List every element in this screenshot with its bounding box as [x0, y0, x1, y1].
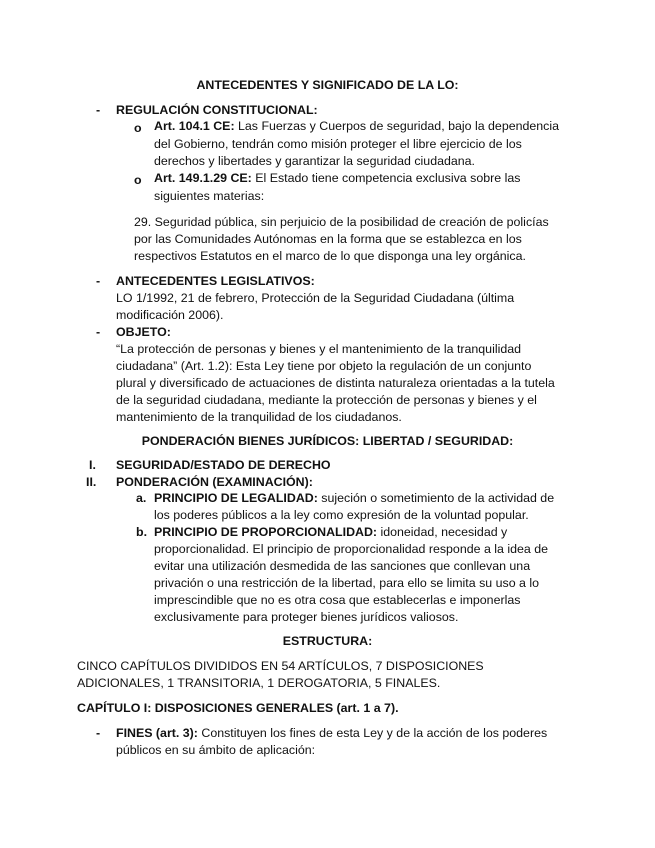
section-title-antecedentes: ANTECEDENTES Y SIGNIFICADO DE LA LO:	[196, 78, 459, 92]
letter-marker: b.	[136, 525, 148, 539]
item29-line: respectivos Estatutos en el marco de lo que disponga una ley orgánica.	[134, 249, 526, 263]
proporcionalidad-line: privación o una restricción de la libertad, para ello se limita su uso a lo	[154, 576, 539, 590]
proporcionalidad-line: evitar una utilización desmedida de las sanciones que conllevan una	[154, 559, 531, 573]
antecedentes-heading: ANTECEDENTES LEGISLATIVOS:	[116, 274, 315, 288]
section-title-estructura: ESTRUCTURA:	[282, 634, 373, 648]
section-title-ponderacion: PONDERACIÓN BIENES JURÍDICOS: LIBERTAD / SEGURIDAD:	[141, 434, 514, 448]
estructura-line: ADICIONALES, 1 TRANSITORIA, 1 DEROGATORIA, 5 FINALES.	[77, 676, 441, 690]
circle-bullet: o	[134, 121, 142, 135]
letter-marker: a.	[136, 491, 147, 505]
circle-bullet: o	[134, 173, 142, 187]
item29-line: por las Comunidades Autónomas en la forma que se establezca en los	[134, 232, 522, 246]
legalidad-line: los poderes públicos a la ley como expresión de la voluntad popular.	[154, 508, 529, 522]
proporcionalidad-line: imprescindible que no es otra cosa que establecerlas e imponerlas	[154, 593, 521, 607]
roman-marker: II.	[86, 475, 97, 489]
objeto-heading: OBJETO:	[116, 325, 171, 339]
capitulo-i-heading: CAPÍTULO I: DISPOSICIONES GENERALES (art. 1 a 7).	[77, 701, 399, 715]
art104-line: Art. 104.1 CE: Las Fuerzas y Cuerpos de seguridad, bajo la dependencia	[154, 119, 560, 133]
proporcionalidad-line: proporcionalidad. El principio de proporcionalidad responde a la idea de	[154, 542, 549, 556]
dash-bullet: -	[96, 325, 101, 339]
objeto-line: “La protección de personas y bienes y el mantenimiento de la tranquilidad	[116, 342, 522, 356]
roman-marker: I.	[89, 458, 96, 472]
objeto-line: de la seguridad ciudadana, mediante la protección de personas y bienes y el	[116, 393, 537, 407]
art149-line: Art. 149.1.29 CE: El Estado tiene competencia exclusiva sobre las	[154, 171, 521, 185]
legalidad-line: PRINCIPIO DE LEGALIDAD: sujeción o sometimiento de la actividad de	[154, 491, 555, 505]
dash-bullet: -	[96, 726, 101, 740]
fines-line: FINES (art. 3): Constituyen los fines de esta Ley y de la acción de los poderes	[116, 726, 548, 740]
antecedentes-line: modificación 2006).	[116, 308, 224, 322]
seguridad-heading: SEGURIDAD/ESTADO DE DERECHO	[116, 458, 331, 472]
regulacion-heading: REGULACIÓN CONSTITUCIONAL:	[116, 103, 318, 117]
item29-line: 29. Seguridad pública, sin perjuicio de la posibilidad de creación de policías	[134, 215, 549, 229]
proporcionalidad-line: exclusivamente para proteger bienes jurídicos valiosos.	[154, 610, 459, 624]
dash-bullet: -	[96, 103, 101, 117]
art149-line: siguientes materias:	[154, 189, 265, 203]
ponderacion-heading: PONDERACIÓN (EXAMINACIÓN):	[116, 475, 313, 489]
objeto-line: plural y diversificado de actuaciones de distinta naturaleza orientadas a la tutela	[116, 376, 555, 390]
antecedentes-line: LO 1/1992, 21 de febrero, Protección de la Seguridad Ciudadana (última	[116, 291, 515, 305]
dash-bullet: -	[96, 274, 101, 288]
estructura-line: CINCO CAPÍTULOS DIVIDIDOS EN 54 ARTÍCULOS, 7 DISPOSICIONES	[77, 659, 484, 673]
proporcionalidad-line: PRINCIPIO DE PROPORCIONALIDAD: idoneidad, necesidad y	[154, 525, 508, 539]
objeto-line: mantenimiento de la tranquilidad de los ciudadanos.	[116, 410, 402, 424]
objeto-line: ciudadana” (Art. 1.2): Esta Ley tiene por objeto la regulación de un conjunto	[116, 359, 532, 373]
fines-line: públicos en su ámbito de aplicación:	[116, 743, 316, 757]
art104-line: derechos y libertades y garantizar la seguridad ciudadana.	[154, 154, 475, 168]
art104-line: del Gobierno, tendrán como misión proteger el libre ejercicio de los	[154, 137, 522, 151]
